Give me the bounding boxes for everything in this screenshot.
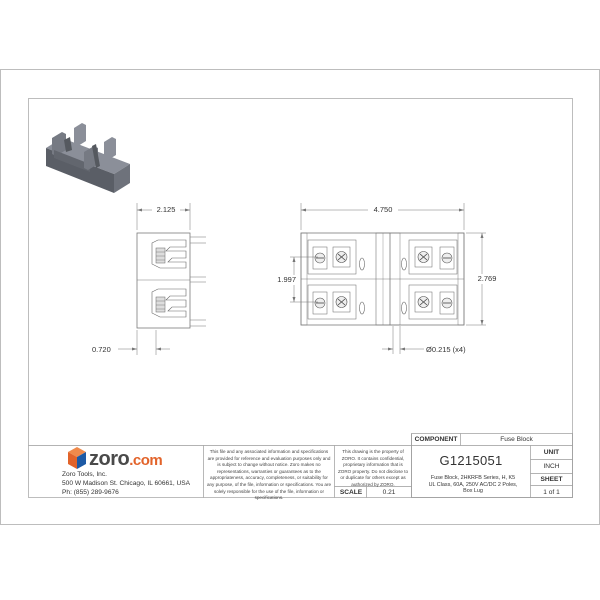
disclaimer-text: This file and any associated information and specifications are provided for reference and evaluation purposes only and is subject to change without notice. Zoro makes no representations, warranties or guarantees as to the appropriateness, accuracy, completeness, or suitability for any purpose, of the file, information or specifications. You are solely responsible for the use of the file, information or specifications. [206,449,332,501]
brand-logo [89,448,162,472]
unit-label: UNIT [543,449,560,456]
sheet-value: 1 of 1 [543,489,560,496]
side-view [137,233,206,328]
component-value: Fuse Block [500,436,533,443]
company-address: 500 W Madison St. Chicago, IL 60661, USA [62,480,191,487]
company-phone: Ph: (855) 289-9676 [62,489,119,496]
dim-side-width-label: 2.125 [156,205,176,214]
dim-side-lug [118,330,170,355]
part-description: Fuse Block, 2HKRFB Series, H, K5 UL Class, 60A, 250V AC/DC 2 Poles, Box Lug [428,475,518,495]
component-label: COMPONENT [414,436,458,443]
isometric-view [46,123,130,193]
dim-side-lug-label: 0.720 [92,345,111,354]
dim-hole-callout-label: Ø0.215 (x4) [426,345,466,354]
brand-name: zoro [89,448,130,470]
property-notice: This drawing is the property of ZORO. It contains confidential, proprietary information that is ZORO property. Do not disclose to or duplicate for others except as authorized by ZORO. [337,449,409,487]
unit-value: INCH [543,463,560,470]
scale-value: 0.21 [382,489,396,496]
sheet-label: SHEET [540,476,563,483]
scale-label: SCALE [339,489,363,496]
part-number: G1215051 [439,453,503,468]
dim-pole-spacing-label: 1.997 [277,275,296,284]
dim-hole-callout [382,326,424,354]
front-view [301,233,464,325]
dim-front-width-label: 4.750 [373,205,393,214]
company-name: Zoro Tools, Inc. [62,471,107,478]
dim-overall-height-label: 2.769 [477,274,497,283]
brand-suffix: .com [129,452,163,469]
zoro-logo-icon [68,447,86,469]
